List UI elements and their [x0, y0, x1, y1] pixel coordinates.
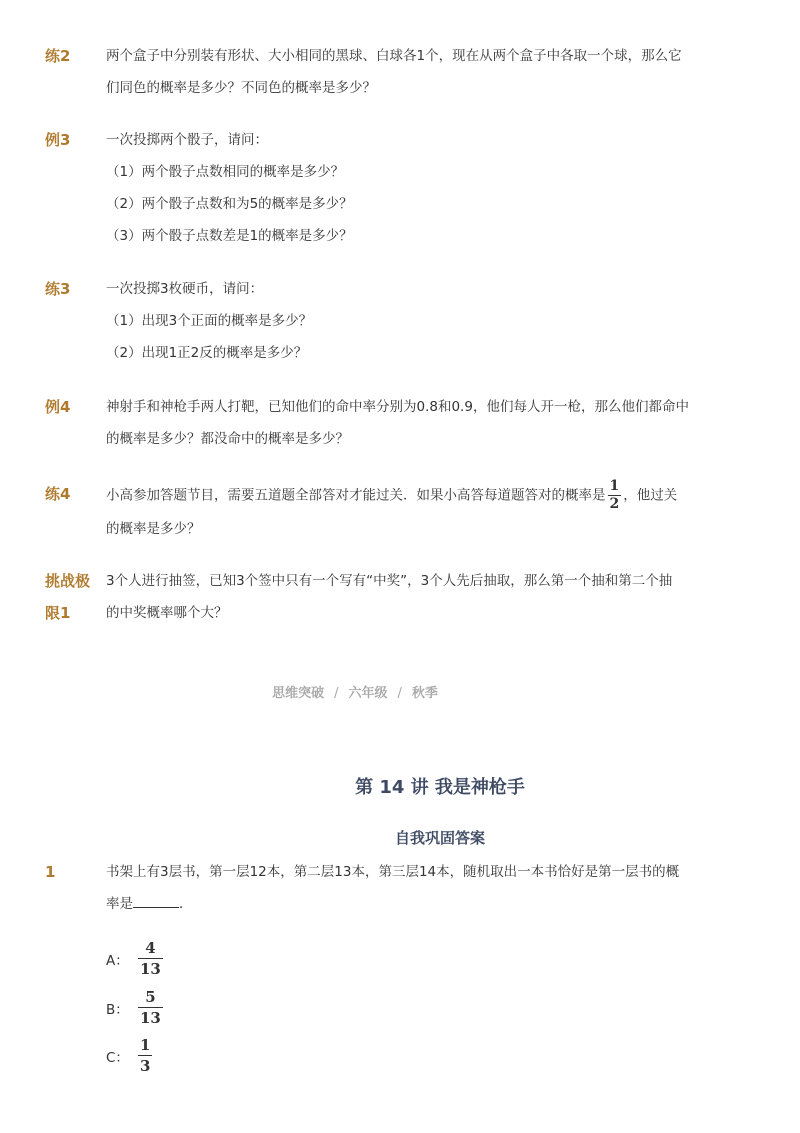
text-line: （1）两个骰子点数相同的概率是多少？ [106, 164, 345, 180]
text-line: 的概率是多少？都没命中的概率是多少？ [106, 431, 349, 447]
option-label: A： [106, 952, 129, 969]
text-line [106, 888, 716, 920]
text-line: 们同色的概率是多少？不同色的概率是多少？ [106, 80, 376, 96]
fraction-denominator: 2 [609, 496, 620, 512]
text-line: （3）两个骰子点数差是1的概率是多少？ [106, 228, 353, 244]
text-line: （2）两个骰子点数和为5的概率是多少？ [106, 196, 353, 212]
footer-separator: / [397, 686, 402, 701]
section-title: 自我巩固答案 [394, 829, 485, 847]
text-line: （2）出现1正2反的概率是多少？ [106, 345, 308, 361]
example-tag: 例3 [45, 131, 71, 149]
text-line: （1）出现3个正面的概率是多少？ [106, 313, 313, 329]
page-footer [0, 682, 710, 701]
option-b [106, 987, 165, 1028]
footer-series: 思维突破 [272, 686, 325, 701]
text-line: 神射手和神枪手两人打靶，已知他们的命中率分别为0.8和0.9，他们每人开一枪，那么他们都命中 [106, 399, 689, 415]
text-line: 3个人进行抽签，已知3个签中只有一个写有“中奖”，3个人先后抽取，那么第一个抽和第二个抽 [106, 573, 673, 589]
challenge-tag-line: 限1 [45, 604, 71, 622]
option-c [106, 1035, 154, 1076]
exercise-tag: 练2 [45, 47, 71, 65]
text-segment: ，他过关 [623, 487, 678, 504]
footer-grade: 六年级 [348, 686, 388, 701]
exercise-text [106, 478, 716, 545]
question-number: 1 [45, 863, 56, 881]
text-line: 的中奖概率哪个大？ [106, 605, 228, 621]
fraction [138, 1035, 152, 1076]
text-line [106, 478, 716, 513]
lesson-title: 第 14 讲 我是神枪手 [355, 777, 525, 798]
challenge-tag [45, 565, 101, 629]
text-line: 书架上有3层书，第一层12本，第二层13本，第三层14本，随机取出一本书恰好是第一层书的概 [106, 864, 680, 880]
option-a [106, 938, 165, 979]
fraction-numerator: 1 [609, 478, 620, 494]
question-text [106, 856, 716, 920]
example-text [106, 391, 716, 455]
text-segment: 小高参加答题节目，需要五道题全部答对才能过关．如果小高答每道题答对的概率是 [106, 487, 606, 504]
fraction-denominator: 3 [140, 1057, 151, 1075]
footer-season: 秋季 [411, 686, 438, 701]
text-line: 的概率是多少？ [106, 521, 201, 537]
fraction-denominator: 13 [140, 960, 161, 978]
text-segment: 率是 [106, 896, 133, 912]
example-text [106, 124, 716, 252]
challenge-tag-line: 挑战极 [45, 572, 91, 590]
text-line: 一次投掷两个骰子，请问： [106, 132, 268, 148]
footer-separator: / [334, 686, 339, 701]
example-tag: 例4 [45, 398, 71, 416]
fraction-numerator: 5 [145, 988, 156, 1006]
exercise-tag: 练4 [45, 485, 71, 503]
text-segment: ． [179, 896, 193, 912]
exercise-text [106, 273, 716, 369]
fraction-numerator: 4 [145, 939, 156, 957]
answer-blank [133, 893, 179, 908]
fraction [138, 987, 163, 1028]
exercise-tag: 练3 [45, 280, 71, 298]
fraction [138, 938, 163, 979]
fraction [608, 478, 622, 513]
text-line: 一次投掷3枚硬币，请问： [106, 281, 264, 297]
text-line: 两个盒子中分别装有形状、大小相同的黑球、白球各1个，现在从两个盒子中各取一个球，那么它 [106, 48, 682, 64]
fraction-numerator: 1 [140, 1036, 151, 1054]
option-label: C： [106, 1049, 129, 1066]
fraction-denominator: 13 [140, 1009, 161, 1027]
option-label: B： [106, 1001, 129, 1018]
challenge-text [106, 565, 716, 629]
exercise-text [106, 40, 716, 104]
